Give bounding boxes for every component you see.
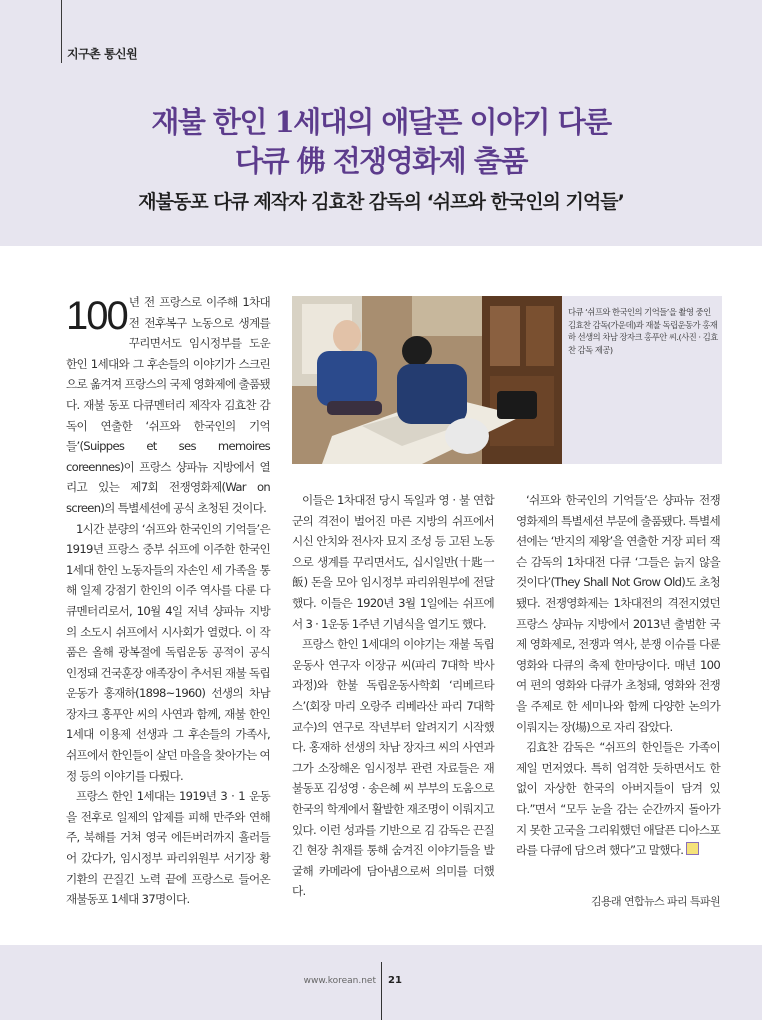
title-line-1: 재불 한인 1세대의 애달픈 이야기 다룬 — [151, 105, 611, 139]
footer-rule — [381, 962, 382, 1020]
article-paragraph: ‘쉬프와 한국인의 기억들’은 샹파뉴 전쟁영화제의 특별세션 부문에 출품됐다. 특별세션에는 ‘반지의 제왕’을 연출한 거장 피터 잭슨 감독의 1차대전 다큐 ‘그들은 늙지 않을 것이다’(They Shall Not Grow Old)도 초청됐다. 전쟁영화제는 1차대전의 격전지였던 프랑스 샹파뉴 지방에서 2013년 출범한 국제 영화제로, 전쟁과 역사, 분쟁 이슈를 다룬 영화와 다큐의 축제 한마당이다. 매년 100여 편의 영화와 다큐가 초청돼, 영화와 전쟁을 주제로 한 세미나와 함께 다양한 논의가 이뤄지는 장(場)으로 자리 잡았다. — [516, 493, 720, 734]
page-number: 21 — [388, 975, 402, 986]
article-column-2 — [292, 490, 494, 902]
photo-illustration — [292, 296, 562, 464]
article-photo — [292, 296, 562, 464]
article-column-1 — [66, 292, 270, 910]
article-subtitle: 재불동포 다큐 제작자 김효찬 감독의 ‘쉬프와 한국인의 기억들’ — [138, 191, 624, 213]
section-rule — [61, 0, 62, 63]
paragraph-text: 년 전 프랑스로 이주해 1차대전 전후복구 노동으로 생계를 꾸리면서도 임시정부를 도운 한인 1세대와 그 후손들의 이야기가 스크린으로 옮겨져 프랑스의 국제 영화제에 출품됐다. 재불 동포 다큐멘터리 제작자 김효찬 감독이 연출한 ‘쉬프와 한국인의 기억들’(Suippes et ses memoires coreennes)이 프랑스 샹파뉴 지방에서 열리고 있는 제7회 전쟁영화제(War on screen)의 특별세션에 공식 초청된 것이다. — [66, 295, 270, 515]
article-title — [0, 103, 762, 181]
article-paragraph: 이들은 1차대전 당시 독일과 영 · 불 연합군의 격전이 벌어진 마른 지방의 쉬프에서 시신 안치와 전사자 묘지 조성 등 고된 노동으로 생계를 꾸리면서도, 십시일반(十匙一飯) 돈을 모아 임시정부 파리위원부에 전달했다. 이들은 1920년 3월 1일에는 쉬프에서 3 · 1운동 1주년 기념식을 열기도 했다. — [292, 493, 494, 631]
article-paragraph — [516, 737, 720, 861]
end-mark-icon — [686, 842, 699, 855]
byline: 김용래 연합뉴스 파리 특파원 — [590, 895, 720, 908]
article-paragraph: 프랑스 한인 1세대는 1919년 3 · 1 운동을 전후로 일제의 압제를 피해 만주와 연해주, 북해를 거쳐 영국 에든버러까지 흘러들어 갔다가, 임시정부 파리위원부 서기장 황기환의 끈질긴 노력 끝에 프랑스로 들어온 재불동포 1세대 37명이다. — [66, 789, 270, 907]
title-line-2: 다큐 佛 전쟁영화제 출품 — [235, 144, 527, 178]
section-label: 지구촌 통신원 — [67, 47, 138, 61]
article-paragraph — [66, 292, 270, 519]
paragraph-text: 김효찬 감독은 “쉬프의 한인들은 가족이 제일 먼저였다. 특히 엄격한 듯하면서도 한없이 자상한 한국의 아버지들이 담겨 있다.”면서 “모두 눈을 감는 순간까지 돌아가지 못한 고국을 그리워했던 애달픈 디아스포라를 다큐에 담으려 했다”고 말했다. — [516, 740, 720, 858]
article-paragraph: 1시간 분량의 ‘쉬프와 한국인의 기억들’은 1919년 프랑스 중부 쉬프에 이주한 한국인 1세대 한인 노동자들의 자손인 세 가족을 통해 일제 강점기 한인의 이주 역사를 다룬 다큐멘터리로서, 10월 4일 저녁 샹파뉴 지방의 소도시 쉬프에서 시사회가 열렸다. 이 작품은 올해 광복절에 독립운동 공적이 공식 인정돼 건국훈장 애족장이 추서된 재불 독립운동가 홍재하(1898~1960) 선생의 차남 장자크 홍푸안 씨의 사연과 함께, 재불 한인 1세대 이용제 선생과 그 후손들의 가족사, 쉬프에서 한인들이 살던 마을을 찾아가는 여정 등의 이야기를 다뤘다. — [66, 521, 270, 783]
drop-cap: 100 — [66, 294, 127, 338]
article-column-3 — [516, 490, 720, 861]
photo-caption: 다큐 ‘쉬프와 한국인의 기억들’을 촬영 중인 김효찬 감독(가운데)과 재불 독립운동가 홍재하 선생의 차남 장자크 홍푸안 씨.(사진 · 김효찬 감독 제공) — [568, 307, 718, 355]
article-paragraph: 프랑스 한인 1세대의 이야기는 재불 독립운동사 연구자 이장규 씨(파리 7대학 박사과정)와 한불 독립운동사학회 ‘리베르타스’(회장 마리 오랑주 리베라산 파리 7대학 교수)의 연구로 작년부터 알려지기 시작했다. 홍재하 선생의 차남 장자크 씨의 사연과 그가 소장해온 임시정부 관련 자료들은 재불동포 김성영 · 송은혜 씨 부부의 도움으로 한국의 학계에서 활발한 재조명이 이뤄지고 있다. 이런 성과를 기반으로 김 감독은 끈질긴 현장 취재를 통해 숨겨진 이야기들을 발굴해 카메라에 담아냄으로써 의미를 더했다. — [292, 637, 494, 899]
footer-site-url[interactable]: www.korean.net — [303, 976, 376, 986]
